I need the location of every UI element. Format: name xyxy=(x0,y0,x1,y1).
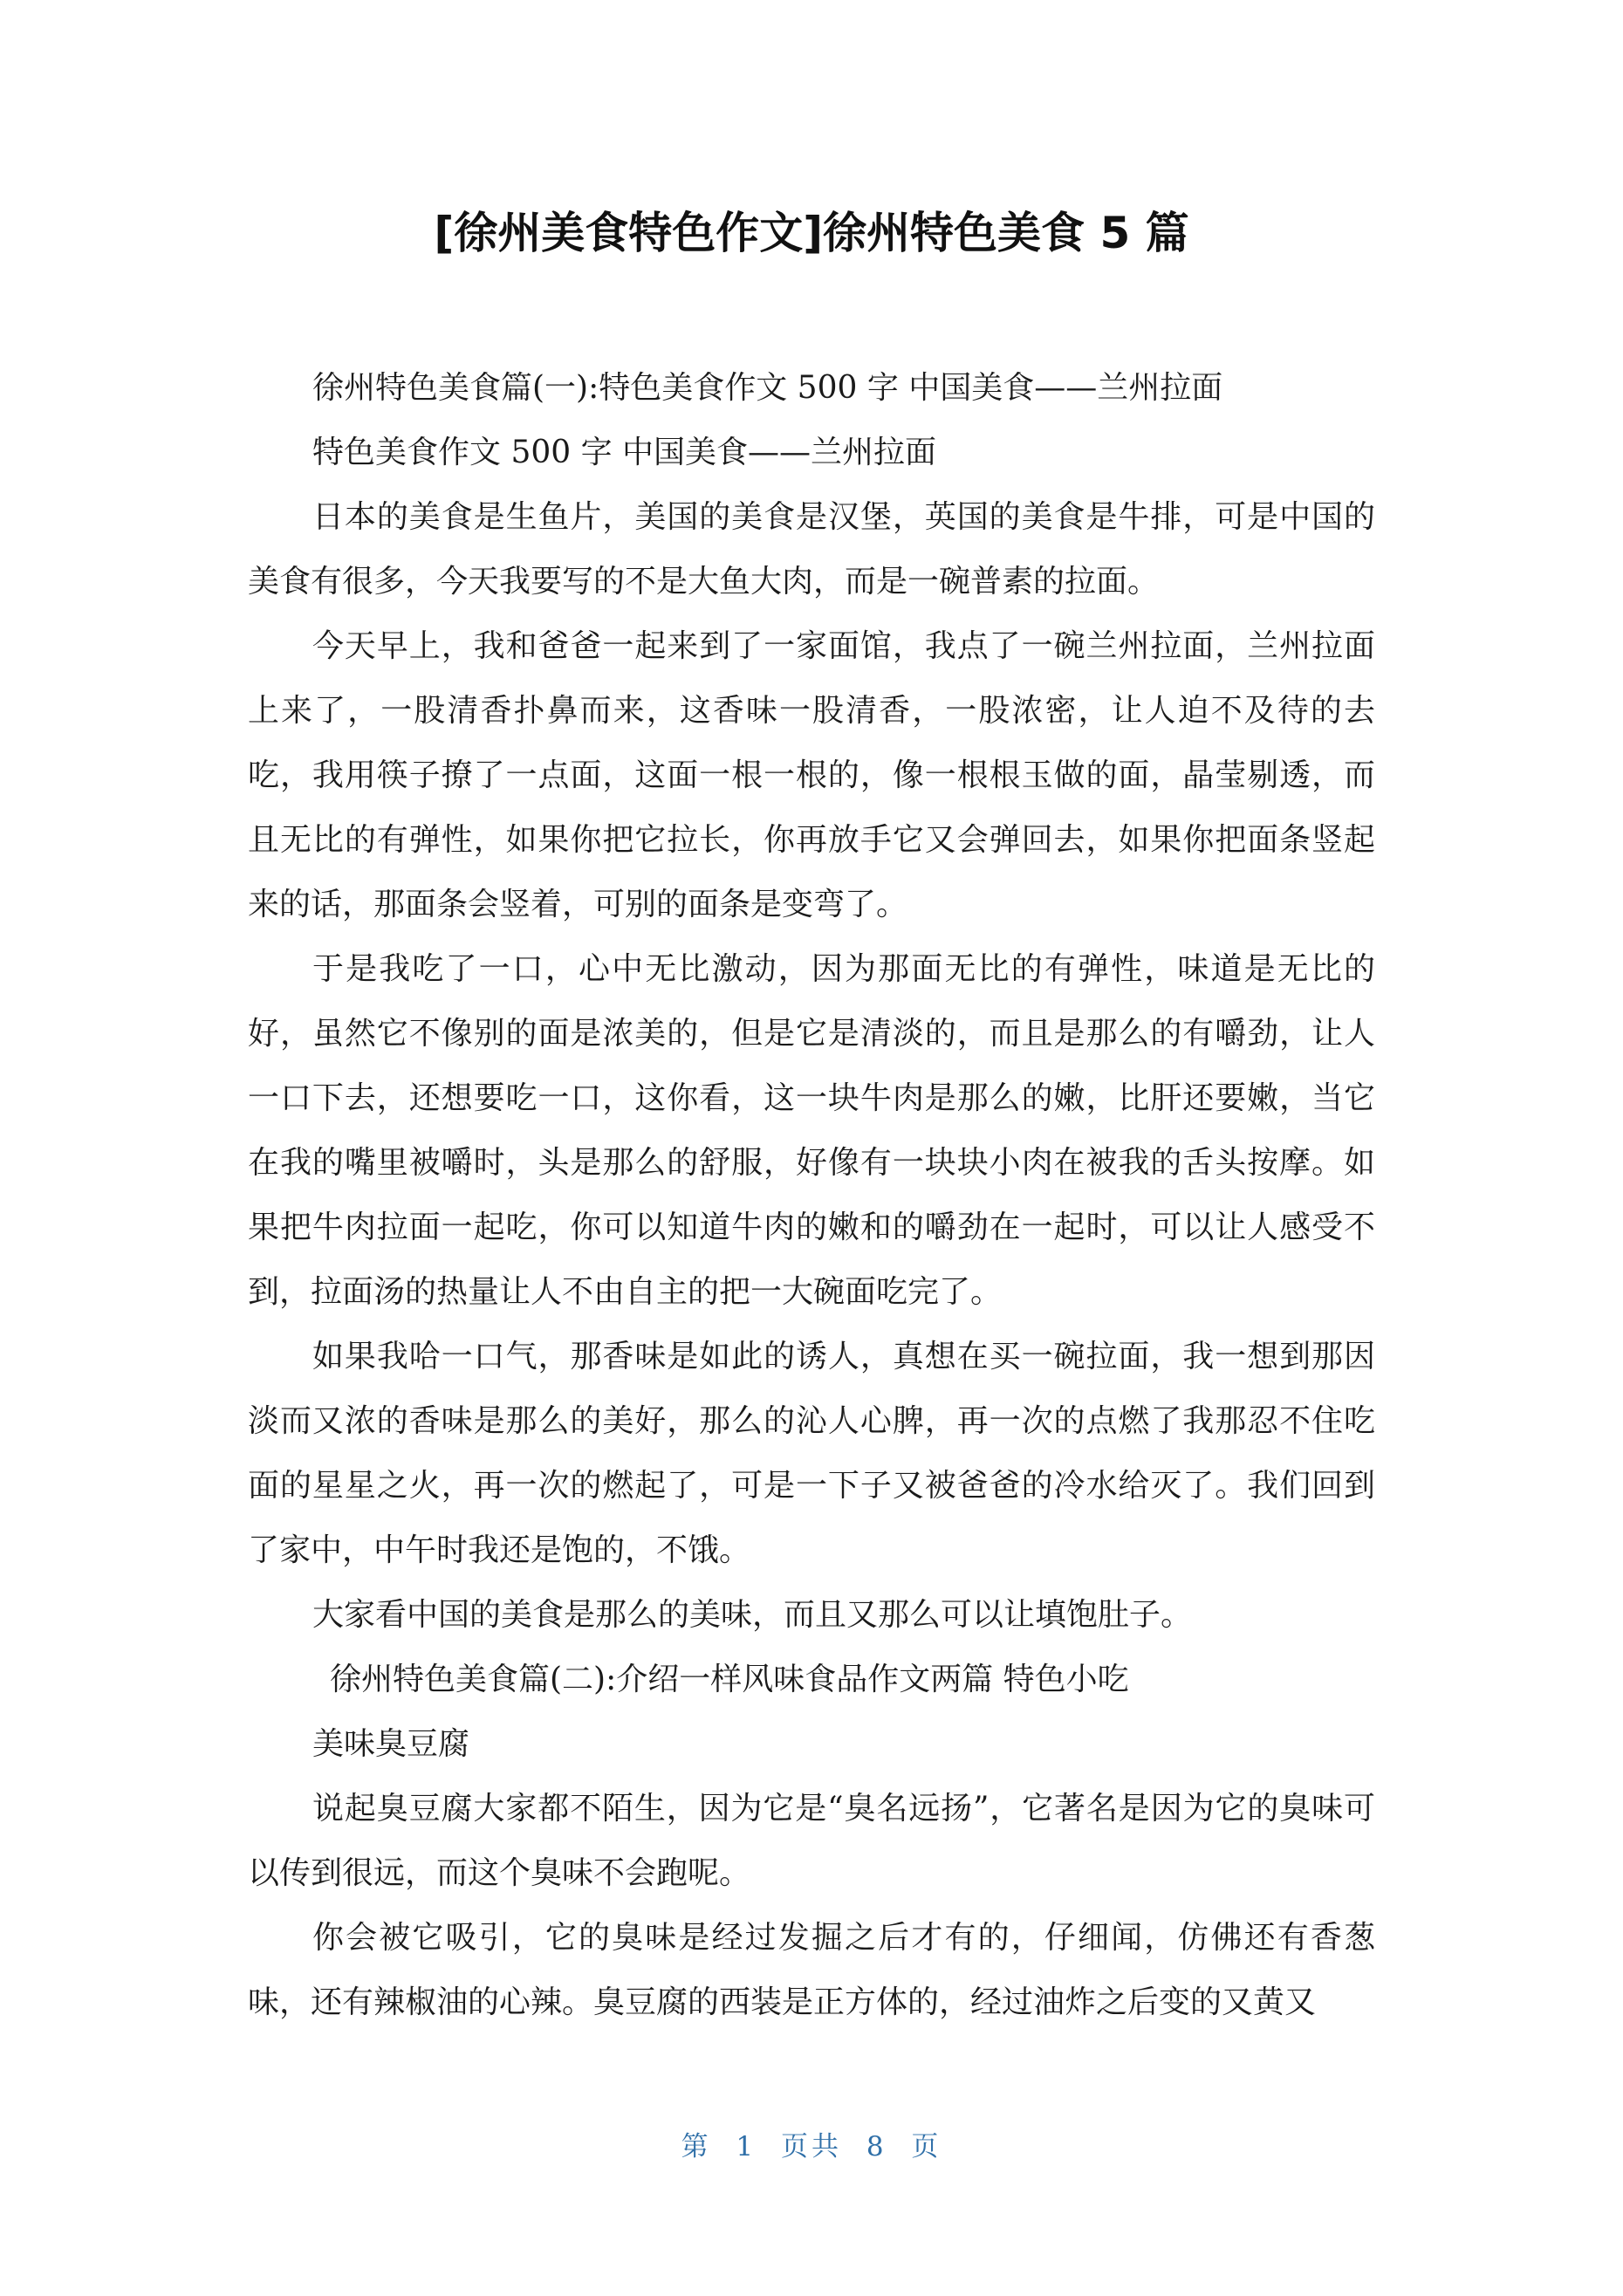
article-title-2: 美味臭豆腐 xyxy=(312,1726,470,1762)
paragraph: 今天早上，我和爸爸一起来到了一家面馆，我点了一碗兰州拉面，兰州拉面上来了，一股清香扑鼻而来，这香味一股清香，一股浓密，让人迫不及待的去吃，我用筷子撩了一点面，这面一根一根的，像一根根玉做的面，晶莹剔透，而且无比的有弹性，如果你把它拉长，你再放手它又会弹回去，如果你把面条竖起来的话，那面条会竖着，可别的面条是变弯了。 xyxy=(248,628,1375,922)
section-heading-2: 徐州特色美食篇(二):介绍一样风味食品作文两篇 特色小吃 xyxy=(330,1662,1129,1697)
paragraph: 如果我哈一口气，那香味是如此的诱人，真想在买一碗拉面，我一想到那因淡而又浓的香味是那么的美好，那么的沁人心脾，再一次的点燃了我那忍不住吃面的星星之火，再一次的燃起了，可是一下子又被爸爸的冷水给灭了。我们回到了家中，中午时我还是饱的，不饿。 xyxy=(248,1339,1375,1568)
section-heading-1: 徐州特色美食篇(一):特色美食作文 500 字 中国美食——兰州拉面 xyxy=(312,370,1223,406)
paragraph: 于是我吃了一口，心中无比激动，因为那面无比的有弹性，味道是无比的好，虽然它不像别的面是浓美的，但是它是清淡的，而且是那么的有嚼劲，让人一口下去，还想要吃一口，这你看，这一块牛肉是那么的嫩，比肝还要嫩，当它在我的嘴里被嚼时，头是那么的舒服，好像有一块块小肉在被我的舌头按摩。如果把牛肉拉面一起吃，你可以知道牛肉的嫩和的嚼劲在一起时，可以让人感受不到，拉面汤的热量让人不由自主的把一大碗面吃完了。 xyxy=(248,951,1375,1310)
document-body xyxy=(248,356,1375,2035)
paragraph: 大家看中国的美食是那么的美味，而且又那么可以让填饱肚子。 xyxy=(312,1597,1193,1633)
article-title-1: 特色美食作文 500 字 中国美食——兰州拉面 xyxy=(312,435,937,470)
paragraph: 你会被它吸引，它的臭味是经过发掘之后才有的，仔细闻，仿佛还有香葱味，还有辣椒油的心辣。臭豆腐的西装是正方体的，经过油炸之后变的又黄又 xyxy=(248,1920,1375,2020)
paragraph: 日本的美食是生鱼片，美国的美食是汉堡，英国的美食是牛排，可是中国的美食有很多，今天我要写的不是大鱼大肉，而是一碗普素的拉面。 xyxy=(248,499,1375,600)
paragraph: 说起臭豆腐大家都不陌生，因为它是“臭名远扬”，它著名是因为它的臭味可以传到很远，而这个臭味不会跑呢。 xyxy=(248,1791,1375,1891)
document-title: [徐州美食特色作文]徐州特色美食 5 篇 xyxy=(434,208,1189,258)
page-number-footer: 第 1 页共 8 页 xyxy=(681,2131,942,2162)
